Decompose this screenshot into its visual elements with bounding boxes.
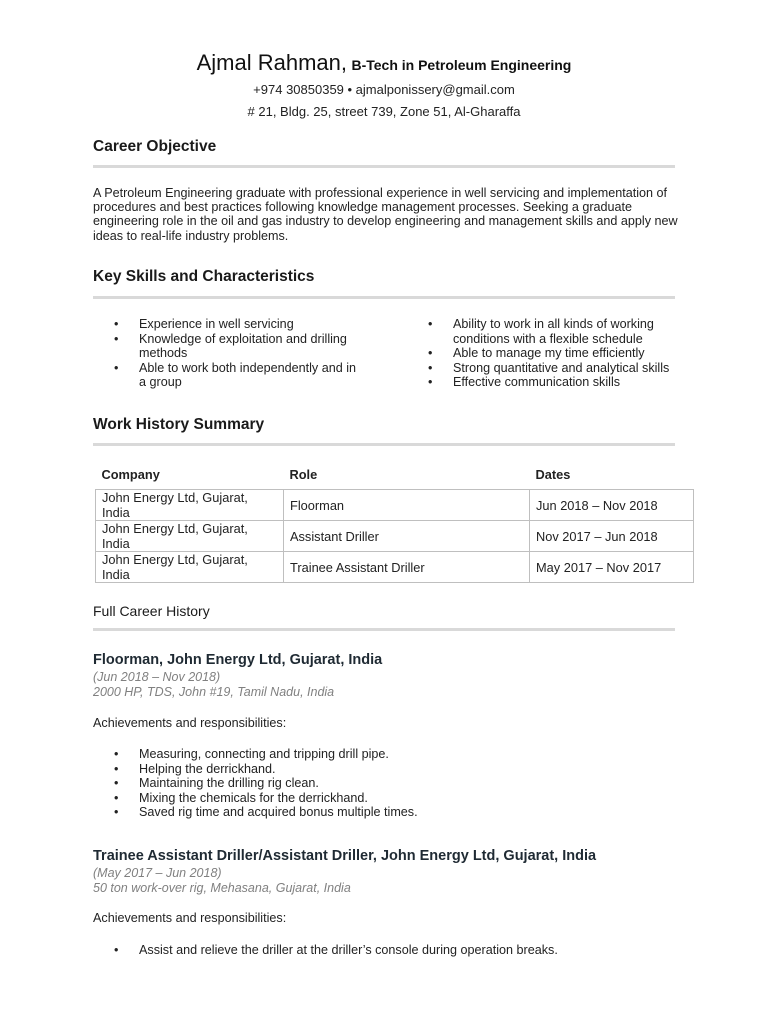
section-divider bbox=[93, 443, 675, 446]
table-cell: Floorman bbox=[284, 490, 530, 521]
table-cell: May 2017 – Nov 2017 bbox=[530, 552, 694, 583]
list-item: • Strong quantitative and analytical skills bbox=[407, 361, 692, 376]
table-cell: John Energy Ltd, Gujarat, India bbox=[96, 521, 284, 552]
career-objective-heading: Career Objective bbox=[93, 138, 217, 155]
list-item: • Saved rig time and acquired bonus multiple times. bbox=[93, 805, 653, 820]
job-responsibilities-list bbox=[93, 943, 673, 958]
work-history-table bbox=[95, 460, 694, 583]
list-item: • Assist and relieve the driller at the driller’s console during operation breaks. bbox=[93, 943, 673, 958]
candidate-degree: B-Tech in Petroleum Engineering bbox=[351, 57, 572, 73]
list-item: • Knowledge of exploitation and drilling methods bbox=[93, 332, 363, 361]
table-cell: Trainee Assistant Driller bbox=[284, 552, 530, 583]
skills-list-right bbox=[407, 317, 692, 390]
table-header-row bbox=[96, 460, 694, 490]
resume-header bbox=[0, 50, 768, 76]
column-header: Company bbox=[101, 467, 160, 482]
section-divider bbox=[93, 628, 675, 631]
job-dates: (Jun 2018 – Nov 2018) bbox=[93, 670, 221, 684]
column-header: Role bbox=[289, 467, 318, 482]
job-title: Trainee Assistant Driller/Assistant Driller, John Energy Ltd, Gujarat, India bbox=[93, 848, 597, 864]
career-objective-text: A Petroleum Engineering graduate with professional experience in well servicing and implementation of procedures and best practices following knowledge management processes. Seeking a graduate engineering role in the oil and gas industry to develop engineering and management skills and apply new ideas to real-life industry problems. bbox=[93, 186, 678, 243]
key-skills-heading: Key Skills and Characteristics bbox=[93, 268, 315, 285]
job-title: Floorman, John Energy Ltd, Gujarat, India bbox=[93, 652, 383, 668]
job-details: 50 ton work-over rig, Mehasana, Gujarat, India bbox=[93, 881, 351, 895]
list-item: • Maintaining the drilling rig clean. bbox=[93, 776, 653, 791]
candidate-name: Ajmal Rahman, bbox=[196, 50, 348, 75]
job-responsibilities-list bbox=[93, 747, 653, 820]
table-row bbox=[96, 490, 694, 521]
skills-list-left bbox=[93, 317, 363, 390]
table-cell: Nov 2017 – Jun 2018 bbox=[530, 521, 694, 552]
work-history-heading: Work History Summary bbox=[93, 416, 265, 433]
job-dates: (May 2017 – Jun 2018) bbox=[93, 866, 222, 880]
list-item: • Helping the derrickhand. bbox=[93, 762, 653, 777]
table-cell: Assistant Driller bbox=[284, 521, 530, 552]
responsibilities-label: Achievements and responsibilities: bbox=[93, 911, 287, 925]
table-cell: John Energy Ltd, Gujarat, India bbox=[96, 552, 284, 583]
list-item: • Measuring, connecting and tripping drill pipe. bbox=[93, 747, 653, 762]
job-details: 2000 HP, TDS, John #19, Tamil Nadu, India bbox=[93, 685, 335, 699]
responsibilities-label: Achievements and responsibilities: bbox=[93, 716, 287, 730]
column-header: Dates bbox=[535, 467, 571, 482]
section-divider bbox=[93, 165, 675, 168]
contact-line: +974 30850359 • ajmalponissery@gmail.com bbox=[253, 82, 515, 97]
list-item: • Mixing the chemicals for the derrickhand. bbox=[93, 791, 653, 806]
table-row bbox=[96, 521, 694, 552]
list-item: • Effective communication skills bbox=[407, 375, 692, 390]
table-cell: John Energy Ltd, Gujarat, India bbox=[96, 490, 284, 521]
address-line: # 21, Bldg. 25, street 739, Zone 51, Al-Gharaffa bbox=[247, 104, 521, 119]
list-item: • Able to manage my time efficiently bbox=[407, 346, 692, 361]
full-career-history-heading: Full Career History bbox=[93, 603, 210, 619]
list-item: • Able to work both independently and in a group bbox=[93, 361, 363, 390]
list-item: • Experience in well servicing bbox=[93, 317, 363, 332]
table-cell: Jun 2018 – Nov 2018 bbox=[530, 490, 694, 521]
table-row bbox=[96, 552, 694, 583]
section-divider bbox=[93, 296, 675, 299]
list-item: • Ability to work in all kinds of working conditions with a flexible schedule bbox=[407, 317, 692, 346]
